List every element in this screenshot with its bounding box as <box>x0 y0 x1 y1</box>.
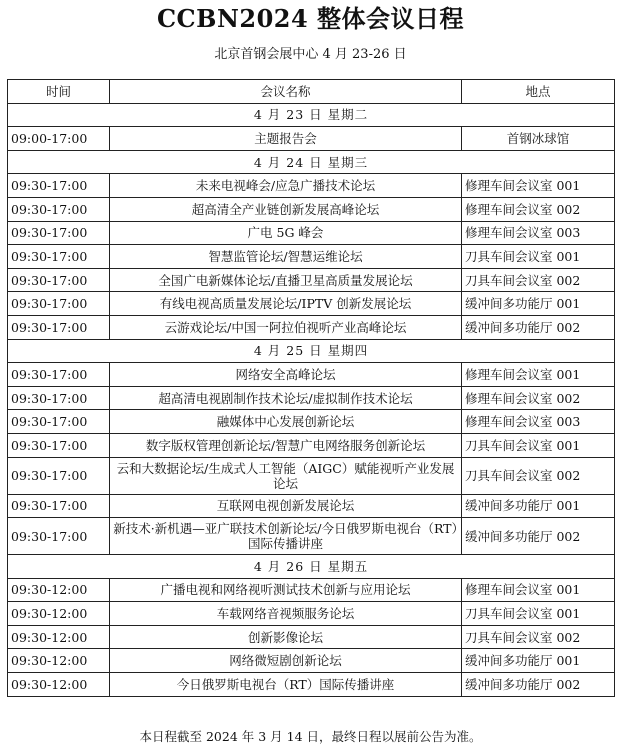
session-time: 09:30-17:00 <box>8 410 110 434</box>
session-row <box>8 625 615 649</box>
session-location: 刀具车间会议室 002 <box>462 625 615 649</box>
day-label: 4 月 24 日 星期三 <box>8 150 615 174</box>
session-row <box>8 457 615 494</box>
session-time: 09:30-12:00 <box>8 673 110 697</box>
session-name: 广播电视和网络视听测试技术创新与应用论坛 <box>110 578 462 602</box>
session-row <box>8 245 615 269</box>
session-location: 缓冲间多功能厅 002 <box>462 518 615 555</box>
session-row <box>8 494 615 518</box>
session-location: 刀具车间会议室 001 <box>462 433 615 457</box>
day-label: 4 月 23 日 星期二 <box>8 103 615 127</box>
session-name: 全国广电新媒体论坛/直播卫星高质量发展论坛 <box>110 268 462 292</box>
session-time: 09:30-17:00 <box>8 433 110 457</box>
session-row <box>8 197 615 221</box>
session-name: 智慧监管论坛/智慧运维论坛 <box>110 245 462 269</box>
session-location: 修理车间会议室 001 <box>462 363 615 387</box>
session-row <box>8 386 615 410</box>
session-name: 今日俄罗斯电视台（RT）国际传播讲座 <box>110 673 462 697</box>
session-time: 09:00-17:00 <box>8 127 110 151</box>
session-time: 09:30-17:00 <box>8 315 110 339</box>
session-location: 刀具车间会议室 001 <box>462 245 615 269</box>
session-time: 09:30-17:00 <box>8 363 110 387</box>
session-location: 首钢冰球馆 <box>462 127 615 151</box>
day-row <box>8 103 615 127</box>
session-location: 缓冲间多功能厅 002 <box>462 673 615 697</box>
session-time: 09:30-12:00 <box>8 578 110 602</box>
session-name: 车载网络音视频服务论坛 <box>110 602 462 626</box>
session-time: 09:30-17:00 <box>8 292 110 316</box>
session-row <box>8 518 615 555</box>
session-location: 刀具车间会议室 002 <box>462 268 615 292</box>
session-time: 09:30-12:00 <box>8 649 110 673</box>
session-time: 09:30-17:00 <box>8 245 110 269</box>
session-name: 云和大数据论坛/生成式人工智能（AIGC）赋能视听产业发展论坛 <box>110 457 462 494</box>
session-name: 融媒体中心发展创新论坛 <box>110 410 462 434</box>
session-row <box>8 649 615 673</box>
session-name: 超高清全产业链创新发展高峰论坛 <box>110 197 462 221</box>
session-time: 09:30-12:00 <box>8 602 110 626</box>
footnote: 本日程截至 2024 年 3 月 14 日，最终日程以展前公告为准。 <box>139 729 482 744</box>
session-location: 修理车间会议室 002 <box>462 197 615 221</box>
session-location: 缓冲间多功能厅 002 <box>462 315 615 339</box>
session-row <box>8 578 615 602</box>
venue-dates: 北京首钢会展中心 4 月 23-26 日 <box>214 47 407 62</box>
schedule-table <box>7 79 615 697</box>
day-row <box>8 339 615 363</box>
session-time: 09:30-17:00 <box>8 494 110 518</box>
session-time: 09:30-17:00 <box>8 386 110 410</box>
session-location: 修理车间会议室 001 <box>462 174 615 198</box>
day-label: 4 月 25 日 星期四 <box>8 339 615 363</box>
day-label: 4 月 26 日 星期五 <box>8 555 615 579</box>
session-row <box>8 410 615 434</box>
session-location: 修理车间会议室 002 <box>462 386 615 410</box>
session-location: 刀具车间会议室 001 <box>462 602 615 626</box>
session-name: 网络安全高峰论坛 <box>110 363 462 387</box>
session-time: 09:30-17:00 <box>8 457 110 494</box>
session-row <box>8 268 615 292</box>
session-name: 未来电视峰会/应急广播技术论坛 <box>110 174 462 198</box>
session-name: 主题报告会 <box>110 127 462 151</box>
session-location: 缓冲间多功能厅 001 <box>462 649 615 673</box>
session-name: 创新影像论坛 <box>110 625 462 649</box>
session-location: 缓冲间多功能厅 001 <box>462 494 615 518</box>
session-time: 09:30-12:00 <box>8 625 110 649</box>
session-name: 有线电视高质量发展论坛/IPTV 创新发展论坛 <box>110 292 462 316</box>
header-time: 时间 <box>8 80 110 104</box>
session-time: 09:30-17:00 <box>8 197 110 221</box>
session-location: 修理车间会议室 001 <box>462 578 615 602</box>
session-row <box>8 221 615 245</box>
day-row <box>8 555 615 579</box>
session-time: 09:30-17:00 <box>8 221 110 245</box>
session-location: 刀具车间会议室 002 <box>462 457 615 494</box>
header-location: 地点 <box>462 80 615 104</box>
session-name: 广电 5G 峰会 <box>110 221 462 245</box>
session-row <box>8 433 615 457</box>
session-time: 09:30-17:00 <box>8 268 110 292</box>
session-row <box>8 292 615 316</box>
session-row <box>8 673 615 697</box>
session-location: 缓冲间多功能厅 001 <box>462 292 615 316</box>
session-name: 超高清电视剧制作技术论坛/虚拟制作技术论坛 <box>110 386 462 410</box>
session-time: 09:30-17:00 <box>8 518 110 555</box>
day-row <box>8 150 615 174</box>
session-name: 新技术·新机遇—亚广联技术创新论坛/今日俄罗斯电视台（RT）国际传播讲座 <box>110 518 462 555</box>
session-row <box>8 602 615 626</box>
session-row <box>8 174 615 198</box>
session-name: 云游戏论坛/中国一阿拉伯视听产业高峰论坛 <box>110 315 462 339</box>
session-name: 互联网电视创新发展论坛 <box>110 494 462 518</box>
header-row <box>8 80 615 104</box>
session-name: 数字版权管理创新论坛/智慧广电网络服务创新论坛 <box>110 433 462 457</box>
session-location: 修理车间会议室 003 <box>462 410 615 434</box>
session-row <box>8 315 615 339</box>
page-title: CCBN2024 整体会议日程 <box>156 4 465 33</box>
session-name: 网络微短剧创新论坛 <box>110 649 462 673</box>
session-row <box>8 363 615 387</box>
session-row <box>8 127 615 151</box>
session-time: 09:30-17:00 <box>8 174 110 198</box>
session-location: 修理车间会议室 003 <box>462 221 615 245</box>
header-name: 会议名称 <box>110 80 462 104</box>
